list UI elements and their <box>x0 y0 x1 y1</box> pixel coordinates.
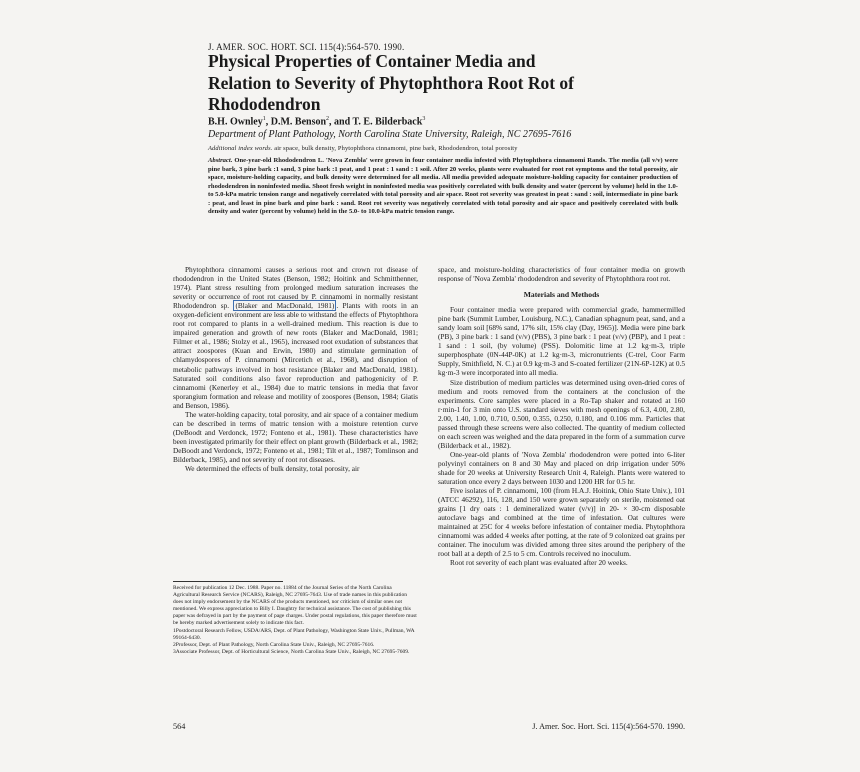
intro-paragraph-1 <box>173 265 418 410</box>
intro-continuation: space, and moisture-holding characteristics of four container media on growth response of 'Nova Zembla' rhododendron and severity of Phytophthora root rot. <box>438 265 685 284</box>
title-line-1: Physical Properties of Container Media and <box>208 51 536 71</box>
title-line-3: Rhododendron <box>208 94 321 114</box>
page-number: 564 <box>173 722 186 731</box>
author-3: , and T. E. Bilderback <box>329 116 423 128</box>
intro-text-1a: Phytophthora cinnamomi causes a serious root and crown rot disease of rhododendron in the United States (Benson, 1982; Hoitink and Schmitthenner, 1974). Plant stress resulting from prolonged medium saturation increases the severity or occurrence of root rot caused by P. cinnamomi in normally resistant Rhododendron sp. <box>173 265 418 311</box>
abstract-text: One-year-old Rhododendron L. 'Nova Zembla' were grown in four container media infested with Phytophthora cinnamomi Rands. The media (all v/v) were pine bark, 3 pine bark :1 sand, 3 pine bark :1 peat, and 1 peat : 1 sand : 1 soil. After 20 weeks, plants were evaluated for root rot symptoms and the total porosity, air space, moisture-holding capacity, and bulk density were determined for all media. All media provided adequate moisture-holding capacity for container production of rhododendron in noninfested media. Shoot fresh weight in noninfested media was positively correlated with bulk density and water (percent by volume) held in the 1.0- to 5.0-kPa matric tension range and negatively correlated with total porosity and air space. Root rot severity was greatest in peat : sand : soil, intermediate in pine bark : peat, and least in pine bark and pine bark : sand. Root rot severity was negatively correlated with total porosity and air space and positively correlated with bulk density and water (percent by volume) held in the 5.0- to 10.0-kPa matric tension range. <box>208 157 678 216</box>
footnote-3: 3Associate Professor, Dept. of Horticultural Science, North Carolina State Univ., Raleigh, NC 27695-7609. <box>173 648 410 655</box>
intro-text-1b: . Plants with roots in an oxygen-deficient environment are less able to withstand the effects of Phytophthora root rot compared to plants in a well-drained medium. This reaction is due to impaired generation and growth of new roots (Blaker and MacDonald, 1981; Filmer et al., 1986; Stolzy et al., 1965), increased root exudation of substances that attract zoospores (Kuan and Erwin, 1980) and stimulate germination of chlamydospores of P. cinnamomi (Mircetich et al., 1968), and disruption of metabolic pathways involved in host resistance (Blaker and MacDonald, 1981). Saturated soil conditions also favor reproduction and pathogenicity of P. cinnamomi (Kenerley et al., 1984) due to matric tensions in media that favor sporangium formation and release and motility of zoospores (Benson, 1984; Giatis and Benson, 1986). <box>173 301 419 410</box>
methods-paragraph-2: Size distribution of medium particles was determined using oven-dried cores of medium and roots removed from the containers at the conclusion of the experiments. Core samples were placed in a Ro-Tap shaker and rotated at 160 r·min-1 for 3 min onto U.S. standard sieves with mesh openings of 6.3, 4.00, 2.80, 2.00, 1.40, 1.00, 0.710, 0.500, 0.355, 0.250, 0.180, and 0.106 mm. Particles that passed through these screens were also collected. The quantity of medium collected on each screen was weighed and the data prepared in the form of a summation curve (Bilderback et al., 1982). <box>438 377 685 450</box>
author-1-sup: 1 <box>262 116 266 122</box>
body-column-right <box>438 265 685 568</box>
intro-paragraph-2: The water-holding capacity, total porosity, and air space of a container medium can be described in terms of matric tension with a moisture retention curve (DeBoodt and Verdonck, 1972; Fonteno et al., 1981). These characteristics have been investigated primarily for their effect on plant growth (Bilderback et al., 1982; DeBoodt and Verdonck, 1972; Fonteno et al., 1981; Tilt et al., 1987; Tomlinson and Bilderback, 1985), and not severity of root rot diseases. <box>173 409 418 464</box>
author-2-sup: 2 <box>326 116 330 122</box>
affiliation: Department of Plant Pathology, North Carolina State University, Raleigh, NC 27695-7616 <box>208 129 572 140</box>
highlighted-citation[interactable]: (Blaker and MacDonald, 1981) <box>235 301 335 311</box>
intro-paragraph-3: We determined the effects of bulk density, total porosity, air <box>185 464 360 474</box>
author-3-sup: 3 <box>422 116 426 122</box>
keywords <box>208 145 678 152</box>
body-column-left <box>173 265 418 473</box>
methods-paragraph-4: Five isolates of P. cinnamomi, 100 (from H.A.J. Hoitink, Ohio State Univ.), 101 (ATCC 46292), 116, 128, and 150 were grown separately on sterile, moistened oat grains [1 dry oats : 1 demineralized water (v/v)] in 20- × 30-cm disposable autoclave bags and combined at the time of infestation. Oat cultures were maintained at 25C for 4 weeks before infestation of container media. Phytophthora cinnamomi was added 4 weeks after potting, at the rate of 9 colonized oat grains per container. The inoculum was divided among three sites around the periphery of the root ball at a depth of 2.5 to 5 cm. Controls received no inoculum. <box>438 486 685 559</box>
methods-paragraph-5: Root rot severity of each plant was evaluated after 20 weeks. <box>450 558 628 568</box>
abstract <box>208 157 678 217</box>
journal-reference-footer: J. Amer. Soc. Hort. Sci. 115(4):564-570. 1990. <box>532 722 685 731</box>
paper-title <box>208 51 678 116</box>
methods-paragraph-1: Four container media were prepared with commercial grade, hammermilled pine bark (Summit Lumber, Louisburg, N.C.), Canadian sphagnum peat, sand, and a sandy loam soil [68% sand, 17% silt, 15% clay (Day, 1965)]. Media were pine bark (PB), 3 pine bark : 1 sand (v/v) (PBS), 3 pine bark : 1 peat (v/v) (PBP), and 1 peat : 1 sand : 1 soil, (by volume) (PSS). Dolomitic lime at 1.2 kg·m-3, triple superphosphate (0N-44P-0K) at 1.2 kg·m-3, micronutrients (C-trel, Coor Farm Supply, Smithfield, N. C.) at 0.9 kg·m-3 and S-coated fertilizer (21N-6P-12K) at 0.5 kg·m-3 were incorporated into all media. <box>438 305 685 378</box>
footnote-1: 1Postdoctoral Research Fellow, USDA/ARS, Dept. of Plant Pathology, Washington State Univ., Pullman, WA 99164-6430. <box>173 627 415 641</box>
section-heading-methods: Materials and Methods <box>523 290 600 300</box>
footnote-received: Received for publication 12 Dec. 1988. Paper no. 11884 of the Journal Series of the North Carolina Agricultural Research Service (NCARS), Raleigh, NC 27695-7643. Use of trade names in this publication does not imply endorsement by the NCARS of the products mentioned, nor criticism of similar ones not mentioned. We express appreciation to Billy I. Daughtry for technical assistance. The cost of publishing this paper was defrayed in part by the payment of page charges. Under postal regulations, this paper therefore must be hereby marked advertisement solely to indicate this fact. <box>173 585 417 627</box>
methods-paragraph-3: One-year-old plants of 'Nova Zembla' rhododendron were potted into 6-liter polyvinyl containers on 8 and 30 May and placed on drip irrigation under 50% shade for 20 weeks at University Research Unit 4, Raleigh. Plants were watered to saturation once every 2 days between 1030 and 1200 HR for 0.5 hr. <box>438 449 685 487</box>
title-line-2: Relation to Severity of Phytophthora Root Rot of <box>208 72 574 93</box>
journal-reference-header: J. AMER. SOC. HORT. SCI. 115(4):564-570. 1990. <box>208 42 405 52</box>
keywords-text: air space, bulk density, Phytophthora cinnamomi, pine bark, Rhododendron, total porosity <box>274 145 518 152</box>
author-1: B.H. Ownley <box>208 116 263 128</box>
footnote-2: 2Professor, Dept. of Plant Pathology, North Carolina State Univ., Raleigh, NC 27695-7616. <box>173 641 375 648</box>
author-list <box>208 116 425 127</box>
keywords-label: Additional index words. <box>208 145 273 152</box>
footnote-divider <box>173 581 283 582</box>
footnotes <box>173 585 418 656</box>
author-2: , D.M. Benson <box>265 116 327 128</box>
abstract-label: Abstract. <box>208 157 233 164</box>
